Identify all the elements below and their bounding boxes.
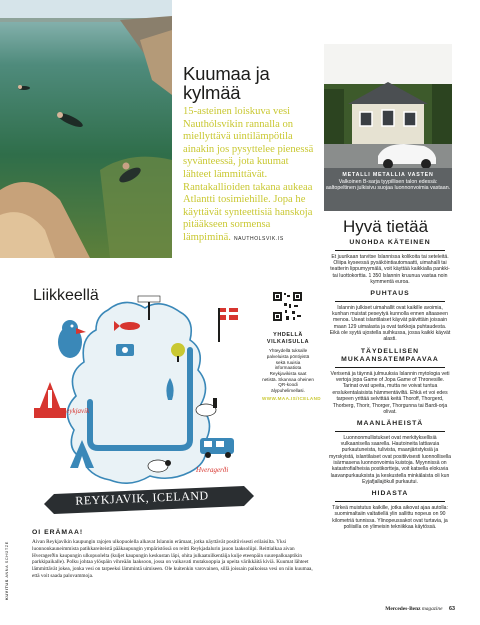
house-caption [324,172,452,192]
qr-code-icon[interactable] [272,291,303,322]
section-text: Islannin julkiset uimahallit ovat kaikille avoimia, kunhan muistat peseytyä kunnolla ennen altaaseen menoa. Useat islantilaiset käyvät päivittäin joissain maan 129 uimalasta ja ovat tarkkoja puhtaudesta. Eikä ole syytä ujostella suihkussa, jossa kaikki käyvät alasti. [329,304,451,343]
house-caption-title: METALLI METALLIA VASTEN [342,172,434,178]
section-title: PUHTAUS [335,290,445,302]
app-info-text: Yhteydellä tuksalle palveluista pöntiyistä sekä ruuisia informaatiota Reykjavikista saat netistä. Skannaa oheinen QR-koodi älypuhelimellasi. [262,348,314,394]
headline-lead-text: 15-asteinen loiskuva vesi Nauthólsvíkin rannalla on miellyttävä uintilämpötila ainakin jos pysyttelee pienessä syvänteessä, jota kuumat lähteet lämmittävät. Rantakallioiden takana aukeaa Atlantti tosimiehille. Jopa he käyttävät synteettisiä hanskoja pitääkseen sormensa lämpiminä. [183,106,314,243]
section-text: Et juurikaan tarvitse Islannissa kolikoita tai seteleitä. Oliipa kyseessä pysäköintiautomaatti, uimahalli tai teatterin lippumyymälä, voit käyttää kaikkialla pankki- tai luottokorttia. 1 350 Islannin kruunua vastaa noin kymmentä euroa. [330,253,450,285]
section-slow-down [329,490,451,530]
magazine-name [385,606,442,612]
section-text: Luonnonmullistukset ovat merkityksellisiä vulkaanisella saarella. Hautoineita lattiavuia purkautuneista, tulivista, maanjäristyksiä ja myrskyistä, islantilaiset ovat positiivisesti luonnollisella isärmasena luonnonvoimia kuistoja. Myynnissä on katastrofialheisia postikortteja, voit katsella elokuvia laavanpurkauksista ja keskustella minkälaista oli kun Eyjafjallajökull purkautui. [329,434,452,486]
page-number: 63 [449,606,455,612]
label-reykjavik: Reykjavík [62,407,90,415]
app-info-title: YHDELLÄ VILKAISULLA [266,332,310,345]
headline-title: Kuumaa ja kylmää [183,63,270,103]
section-text: Tärkeä muistutus kaikille, jotka aikovat ajaa autolla: suomimaltaiin valtatiellä ylin sallittu nopeus on 90 kilometriä tunnissa. Ylinopeussakot ovat turtavia, ja poliisilla on ylimeisin tekniikkaa käytössä. [332,504,448,530]
credit-label: KUVITUS [5,579,9,600]
section-cleanliness [329,290,451,343]
house-caption-text: Valkoinen B-sarja tyypillisen talon edessä: aaltopeltinen julkisivu suojaa luonnonvoimia vastaan. [325,178,451,192]
wilderness-title: OI ERÄMAA! [32,529,84,536]
headline-block [183,64,315,246]
headline-lead [183,106,315,246]
section-title: MAANLÄHEISTÄ [335,420,445,432]
app-info-link[interactable]: WWW.MAA.IS/ICELAND [262,395,322,401]
map-title: Liikkeellä [33,287,99,304]
section-title: TÄYDELLISEN MUKAANSATEMPAAVAA [335,348,445,368]
good-to-know-column [329,217,451,530]
wilderness-article [32,529,318,580]
section-text: Verisenä ja täynnä julmuuksia Islannin mytologia veti vertoja jopa Game of Jopa Game of Thronesille. Tarinat ovat upeita, mutta ne voivat tuntua enslukentalaisista hämmentäviltä. Ehkä et voi edes tarpeen yrittää selvittää keitä Thoroff, Thorgerd, Thorberg, Thorir, Thorger, Thorgunna tai Bardi-orja olivat. [330,370,450,415]
camper-van-icon [200,438,234,458]
page-footer [385,606,455,612]
flag-icon [218,308,238,342]
credit-name: ANNA SCHÜTZE [5,541,9,578]
headline-source: NAUTHOLSVIK.IS [233,235,284,242]
section-mythology [329,348,451,415]
section-cash [329,239,451,285]
map-banner-text: REYKJAVIK, ICELAND [75,488,209,508]
house-photo [324,44,452,211]
section-nature [329,420,451,485]
good-to-know-heading: Hyvä tietää [343,217,429,236]
camera-icon [116,344,134,356]
section-title: UNOHDA KÄTEINEN [335,239,445,251]
magazine-suffix: magazine [421,606,443,612]
app-info-box [262,332,322,402]
label-hveragerdi: Hveragerði [196,466,229,474]
puffin-icon [58,320,86,358]
wilderness-text: Aivan Reykjavíkin kaupungin rajojen ulkopuolella alkavat Islannin erämaat, jotka näyttävät positiivisesti erilaisilta. Yksi luonnonkauneimmista patikkareiteistä pääkaupungin ympäristössä on reitti Reykjadalurin jauon laaksoliipi. Reittialkaa aivan Hveragerðin kaupungin ulkopuolelta (kuljet kaupungin keskustan läpi, ohita julkaatuilkentäija kulje eteenpäin suurepalkuaptikin parkkipaikalle). Polku johtaa ylöspäin vihreään laaksoon, jossa on vaikavati mutakuoppia ja upeita värikkäitä kiviä. Kuumat lähteet lämmittävät jokea, jonka vesi on tarpeeksi lämmintä uimiseen. Ole kuitenkin varovainen, sillä joissain paikoissa vesi on niin kuumaa, että voit saada palovammoja. [32,539,313,579]
section-title: HIDASTA [335,490,445,502]
magazine-brand: Mercedes-Benz [385,606,421,612]
swimmers-photo [0,0,172,258]
illustration-credit [5,541,9,600]
